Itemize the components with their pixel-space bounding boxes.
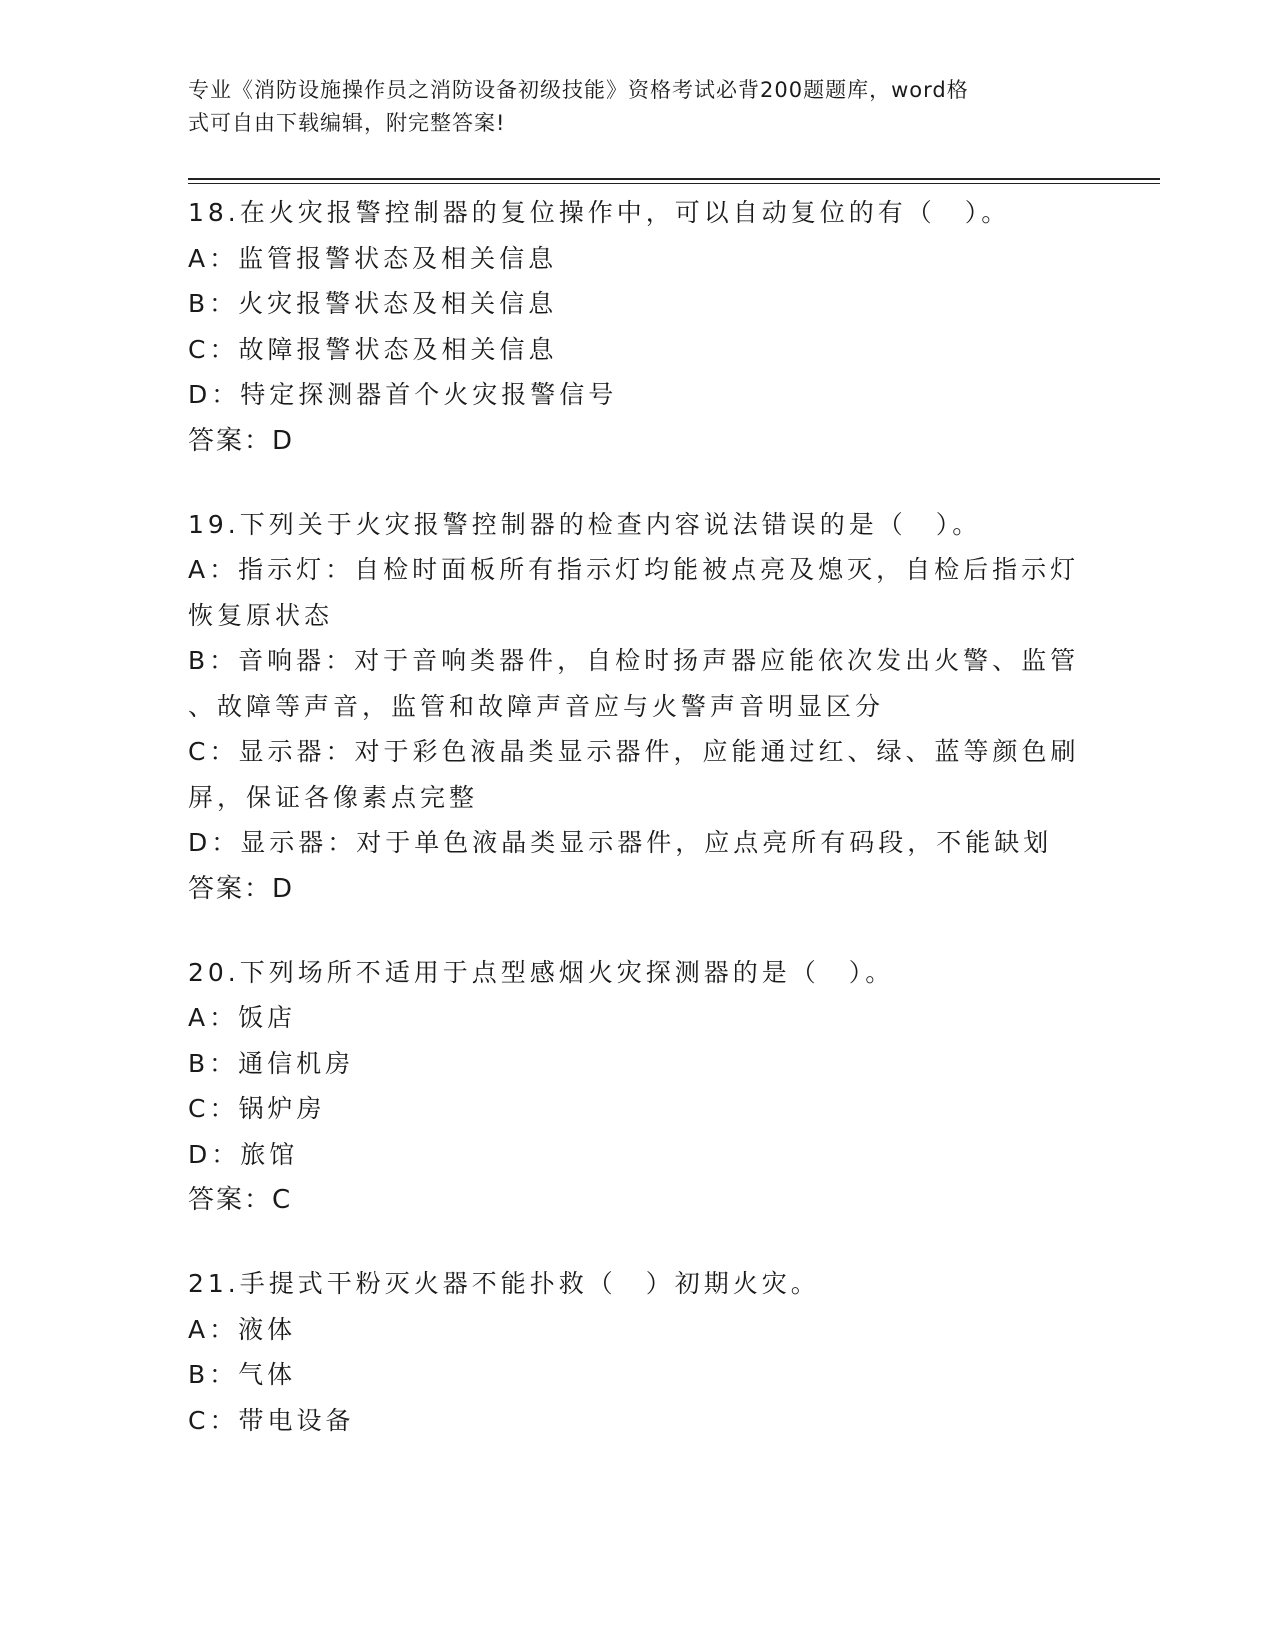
option-d: D：显示器：对于单色液晶类显示器件，应点亮所有码段，不能缺划 xyxy=(188,828,1053,857)
option-a: A：指示灯：自检时面板所有指示灯均能被点亮及熄灭，自检后指示灯 xyxy=(188,555,1080,584)
question-20 xyxy=(188,950,1088,1224)
question-list xyxy=(188,190,1088,1481)
option-b: B：气体 xyxy=(188,1360,297,1389)
question-stem: 19.下列关于火灾报警控制器的检查内容说法错误的是（ ）。 xyxy=(188,509,982,539)
option-b-continued: 、故障等声音，监管和故障声音应与火警声音明显区分 xyxy=(188,691,885,721)
question-18 xyxy=(188,190,1088,464)
header-divider-thin xyxy=(188,183,1160,184)
question-stem: 18.在火灾报警控制器的复位操作中，可以自动复位的有（ ）。 xyxy=(188,198,1011,227)
question-stem: 21.手提式干粉灭火器不能扑救（ ）初期火灾。 xyxy=(188,1269,820,1298)
option-c: C：锅炉房 xyxy=(188,1094,326,1123)
answer: 答案：C xyxy=(188,1185,293,1215)
option-b: B：音响器：对于音响类器件，自检时扬声器应能依次发出火警、监管 xyxy=(188,646,1080,675)
option-b: B：通信机房 xyxy=(188,1048,355,1078)
answer: 答案：D xyxy=(188,873,295,904)
header-title-line-2: 式可自由下载编辑，附完整答案! xyxy=(188,111,506,135)
option-c: C：带电设备 xyxy=(188,1405,355,1435)
answer: 答案：D xyxy=(188,425,295,456)
option-c: C：显示器：对于彩色液晶类显示器件，应能通过红、绿、蓝等颜色刷 xyxy=(188,737,1080,766)
option-a: A：饭店 xyxy=(188,1003,297,1032)
option-a: A：监管报警状态及相关信息 xyxy=(188,243,558,273)
document-header xyxy=(188,74,1088,140)
header-divider-thick xyxy=(188,178,1160,180)
question-21 xyxy=(188,1261,1088,1443)
option-b: B：火灾报警状态及相关信息 xyxy=(188,289,558,318)
option-d: D：特定探测器首个火灾报警信号 xyxy=(188,380,618,409)
option-c: C：故障报警状态及相关信息 xyxy=(188,334,558,364)
option-d: D：旅馆 xyxy=(188,1139,299,1169)
option-c-continued: 屏，保证各像素点完整 xyxy=(188,782,479,812)
header-title-line-1: 专业《消防设施操作员之消防设备初级技能》资格考试必背200题题库，word格 xyxy=(188,78,969,102)
option-a: A：液体 xyxy=(188,1314,297,1344)
question-19 xyxy=(188,502,1088,912)
option-a-continued: 恢复原状态 xyxy=(188,600,334,630)
question-stem: 20.下列场所不适用于点型感烟火灾探测器的是（ ）。 xyxy=(188,957,895,987)
